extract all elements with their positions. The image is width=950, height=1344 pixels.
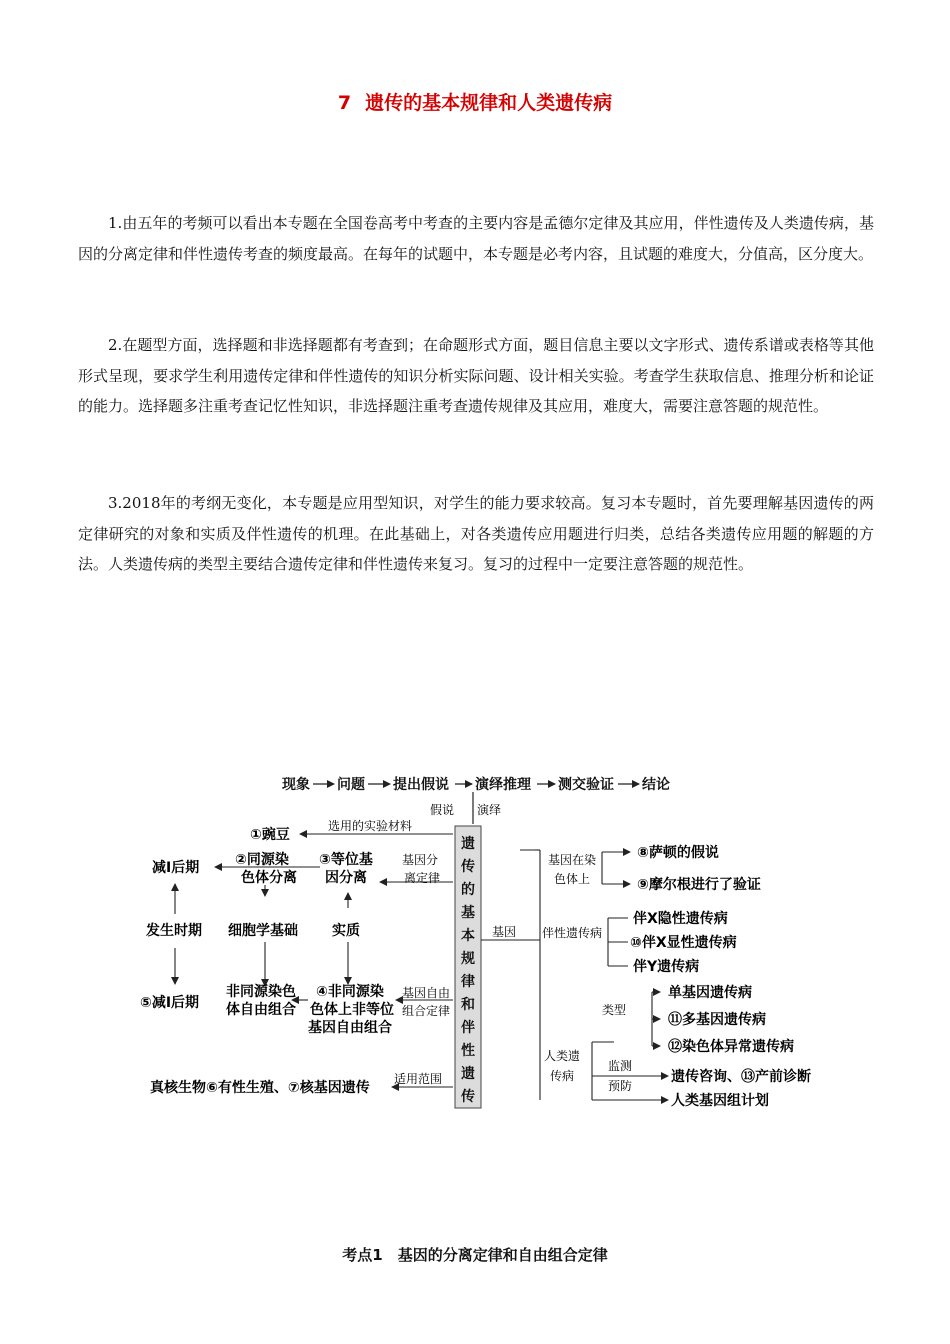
node-12: ⑫染色体异常遗传病 bbox=[668, 1039, 794, 1055]
svg-text:性: 性 bbox=[461, 1043, 475, 1059]
svg-text:和: 和 bbox=[461, 997, 475, 1013]
node-nonhomo-2: 体自由组合 bbox=[226, 1002, 296, 1018]
label-chrom-1: 基因在染 bbox=[548, 853, 597, 867]
svg-text:传: 传 bbox=[461, 859, 475, 875]
label-chrom-2: 色体上 bbox=[554, 872, 591, 886]
node-2-line1: ②同源染 bbox=[235, 852, 289, 868]
node-5: ⑤减Ⅰ后期 bbox=[140, 995, 200, 1011]
section-heading: 考点1 基因的分离定律和自由组合定律 bbox=[342, 1246, 608, 1264]
svg-text:遗: 遗 bbox=[461, 1066, 475, 1082]
label-human-1: 人类遗 bbox=[544, 1049, 581, 1063]
paragraph-3: 3.2018年的考纲无变化，本专题是应用型知识，对学生的能力要求较高。复习本专题时，首先要理解基因遗传的两定律研究的对象和实质及伴性遗传的机理。在此基础上，对各类遗传应用题进行归类，总结各类遗传应用题的解题的方法。人类遗传病的类型主要结合遗传定律和伴性遗传来复习。复习的过程中一定要注意答题的规范性。 bbox=[78, 494, 874, 574]
page-title bbox=[0, 88, 950, 115]
flow-step: 现象 bbox=[282, 777, 310, 793]
flow-step: 提出假说 bbox=[393, 777, 449, 793]
node-nonhomo-1: 非同源染色 bbox=[226, 984, 296, 1000]
svg-text:本: 本 bbox=[461, 928, 475, 944]
node-genome: 人类基因组计划 bbox=[671, 1093, 769, 1109]
label-free-1: 基因自由 bbox=[402, 986, 451, 1000]
label-gene: 基因 bbox=[492, 925, 517, 939]
label-sep-2: 离定律 bbox=[404, 871, 441, 885]
svg-text:遗: 遗 bbox=[461, 836, 475, 852]
node-4-line2: 色体上非等位 bbox=[310, 1002, 394, 1018]
node-10: ⑩伴X显性遗传病 bbox=[630, 935, 737, 951]
node-11: ⑪多基因遗传病 bbox=[668, 1012, 766, 1028]
node-9: ⑨摩尔根进行了验证 bbox=[637, 877, 761, 893]
flow-step: 结论 bbox=[642, 777, 670, 793]
label-free-2: 组合定律 bbox=[402, 1004, 451, 1018]
node-3-line1: ③等位基 bbox=[319, 852, 373, 868]
flow-step: 问题 bbox=[337, 777, 365, 793]
flow-step: 测交验证 bbox=[558, 777, 614, 793]
chapter-number: 7 bbox=[337, 92, 352, 114]
node-3-line2: 因分离 bbox=[325, 870, 367, 886]
svg-text:伴: 伴 bbox=[461, 1020, 475, 1036]
node-4-line3: 基因自由组合 bbox=[308, 1020, 392, 1036]
flow-caption-hypothesis: 假说 bbox=[430, 803, 455, 817]
svg-text:律: 律 bbox=[461, 974, 475, 990]
node-pea: ①豌豆 bbox=[250, 827, 290, 843]
paragraph-1: 1.由五年的考频可以看出本专题在全国卷高考中考查的主要内容是孟德尔定律及其应用，伴性遗传及人类遗传病，基因的分离定律和伴性遗传考查的频度最高。在每年的试题中，本专题是必考内容，且试题的难度大，分值高，区分度大。 bbox=[78, 214, 874, 263]
svg-text:基: 基 bbox=[461, 905, 475, 921]
label-human-2: 传病 bbox=[550, 1069, 575, 1083]
concept-map bbox=[130, 760, 830, 1120]
label-material: 选用的实验材料 bbox=[328, 819, 413, 833]
node-13: 遗传咨询、⑬产前诊断 bbox=[671, 1069, 811, 1085]
paragraph-2: 2.在题型方面，选择题和非选择题都有考查到；在命题形式方面，题目信息主要以文字形式、遗传系谱或表格等其他形式呈现，要求学生利用遗传定律和伴性遗传的知识分析实际问题、设计相关实验。考查学生获取信息、推理分析和论证的能力。选择题多注重考查记忆性知识，非选择题注重考查遗传规律及其应用，难度大，需要注意答题的规范性。 bbox=[78, 336, 874, 416]
node-4-line1: ④非同源染 bbox=[316, 984, 384, 1000]
label-type: 类型 bbox=[602, 1003, 627, 1017]
node-single-gene: 单基因遗传病 bbox=[668, 985, 752, 1001]
chapter-title: 遗传的基本规律和人类遗传病 bbox=[365, 92, 613, 114]
flow-caption-deduction: 演绎 bbox=[477, 803, 502, 817]
node-8: ⑧萨顿的假说 bbox=[637, 845, 719, 861]
node-scope: 真核生物⑥有性生殖、⑦核基因遗传 bbox=[150, 1080, 370, 1096]
node-cyto: 细胞学基础 bbox=[228, 923, 298, 939]
svg-text:规: 规 bbox=[461, 951, 475, 967]
label-sep-1: 基因分 bbox=[402, 853, 439, 867]
node-y-linked: 伴Y遗传病 bbox=[633, 959, 700, 975]
flow-row bbox=[281, 776, 670, 793]
label-monitor-2: 预防 bbox=[608, 1079, 633, 1093]
node-x-recessive: 伴X隐性遗传病 bbox=[633, 911, 728, 927]
node-late1: 减Ⅰ后期 bbox=[152, 860, 200, 876]
node-occur: 发生时期 bbox=[146, 923, 202, 939]
node-2-line2: 色体分离 bbox=[241, 870, 297, 886]
label-sexlinked: 伴性遗传病 bbox=[542, 926, 603, 940]
svg-text:传: 传 bbox=[461, 1089, 475, 1105]
label-scope: 适用范围 bbox=[394, 1072, 443, 1086]
flow-step: 演绎推理 bbox=[475, 777, 531, 793]
node-essence: 实质 bbox=[332, 923, 360, 939]
svg-text:的: 的 bbox=[461, 882, 475, 898]
label-monitor-1: 监测 bbox=[608, 1059, 633, 1073]
